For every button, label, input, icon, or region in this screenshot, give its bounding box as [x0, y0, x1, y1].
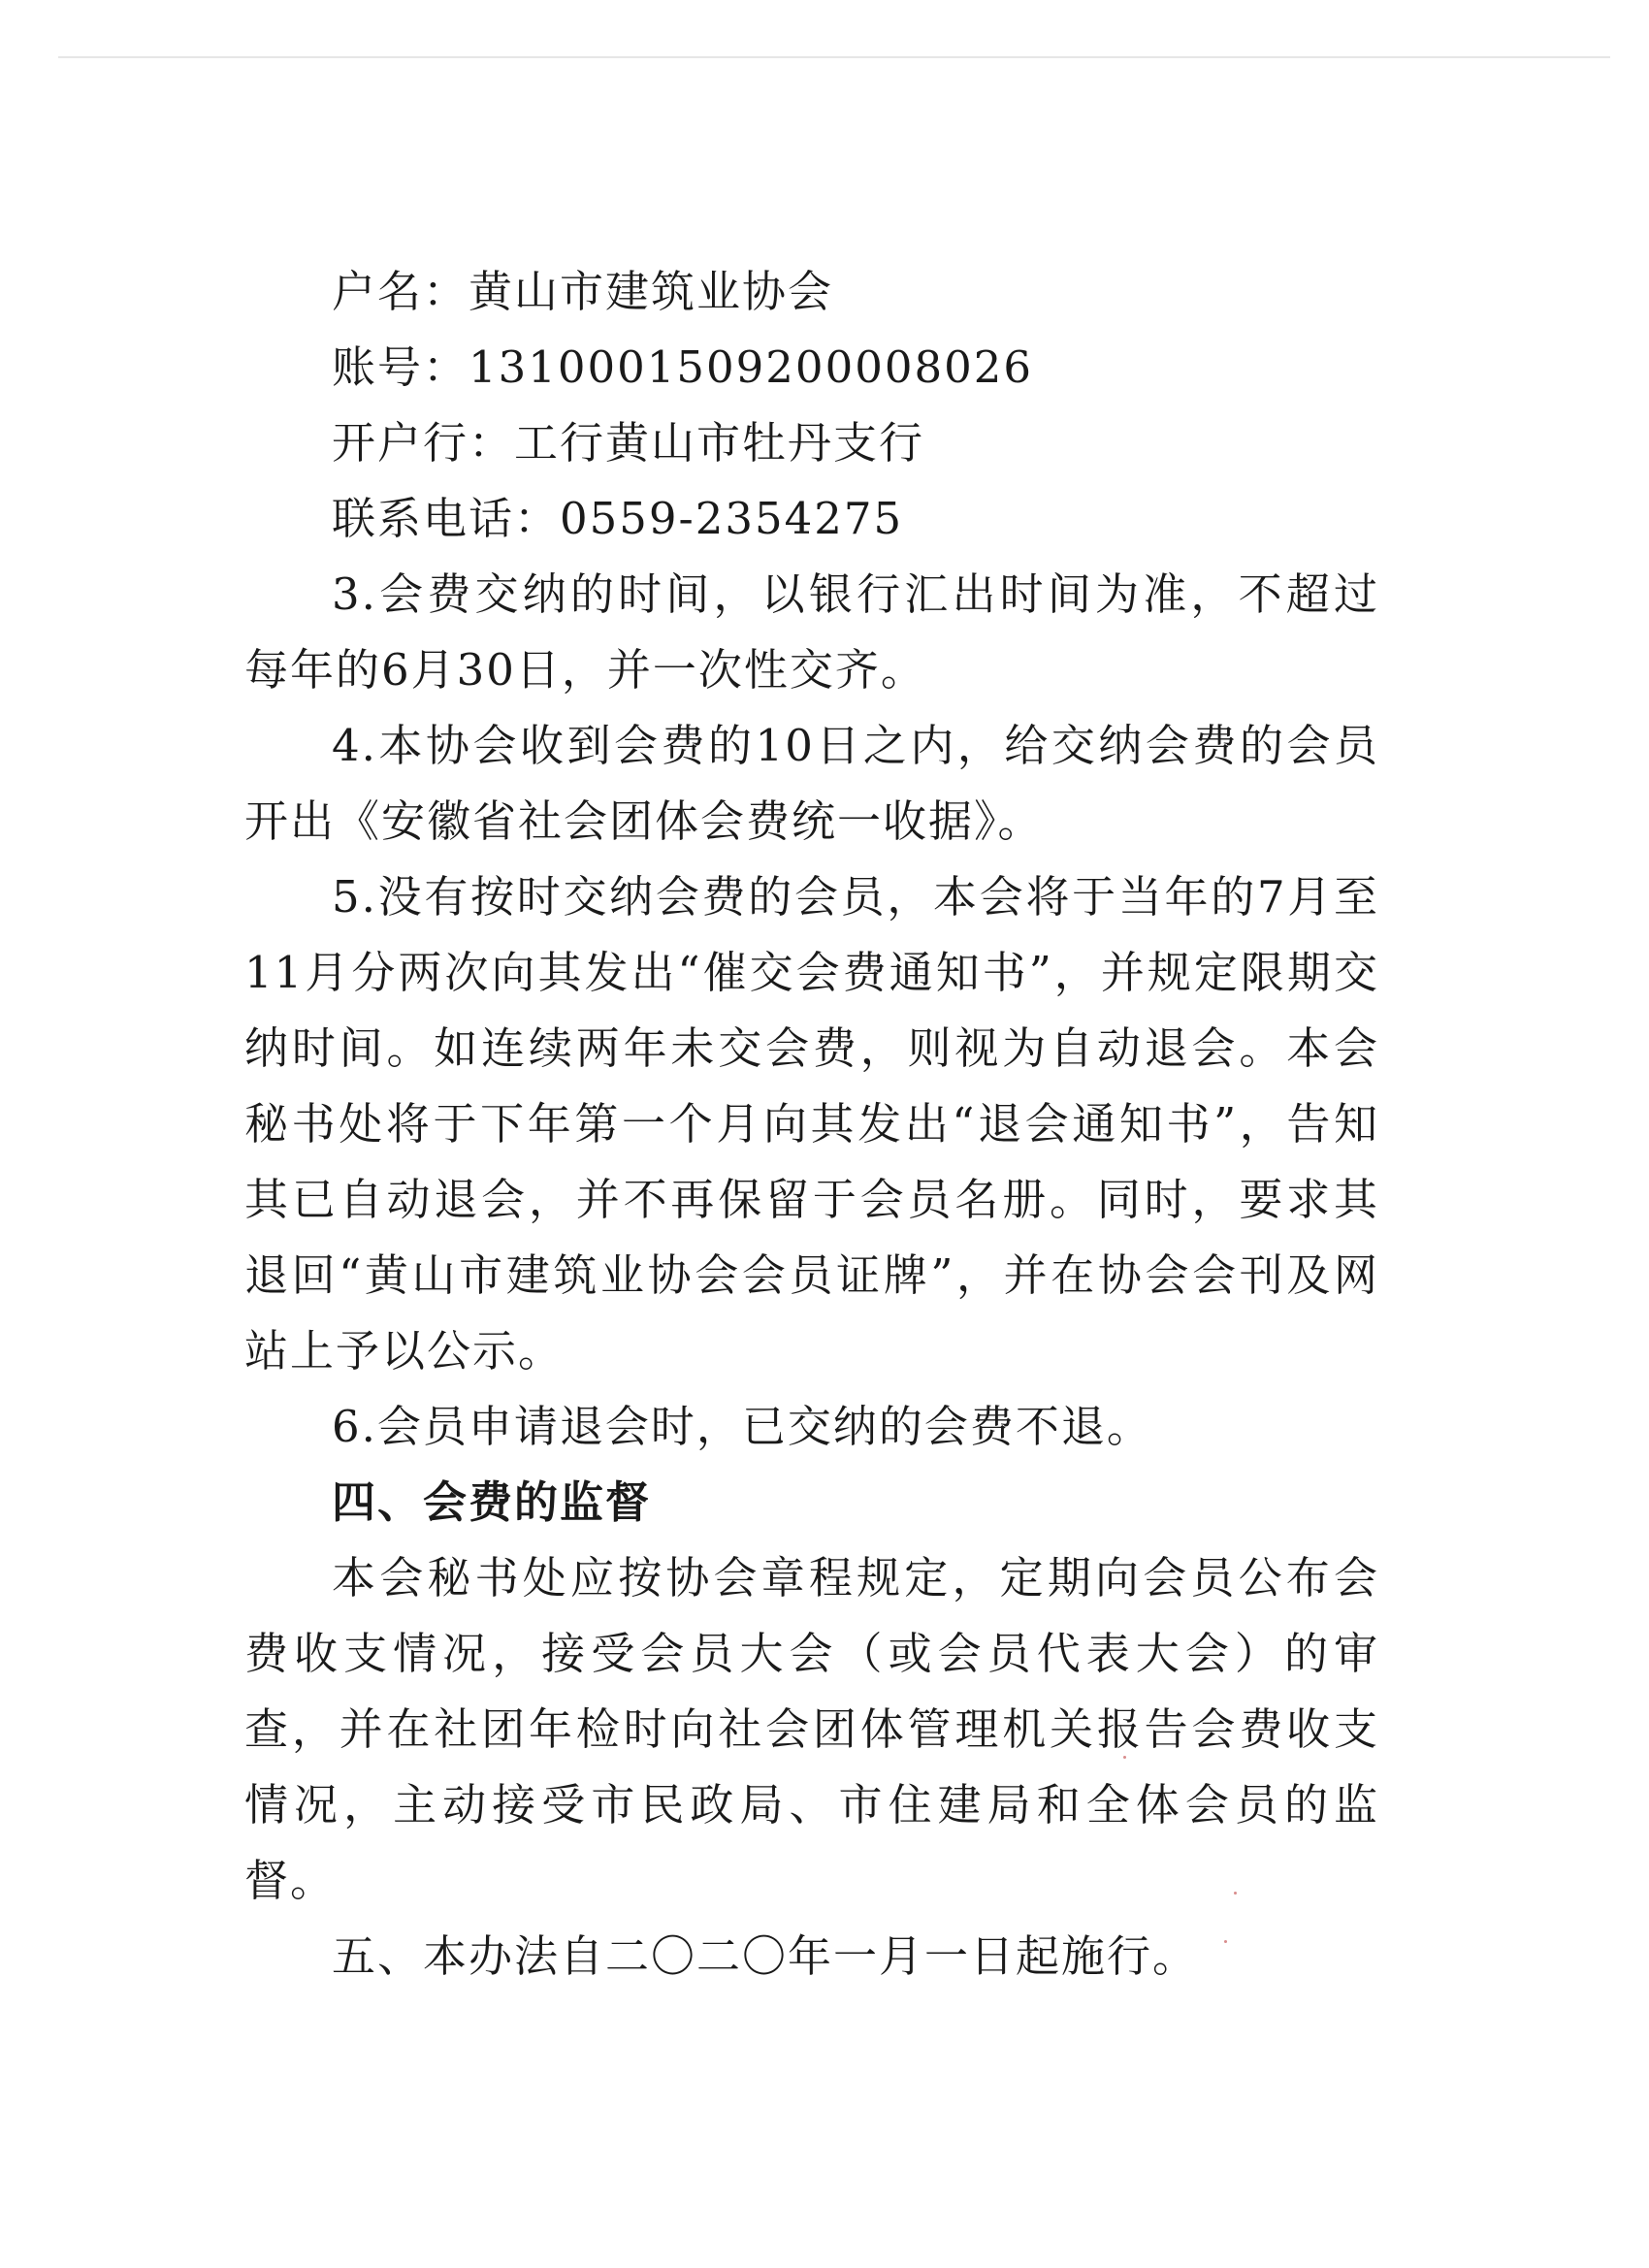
stamp-speck [1234, 1892, 1237, 1895]
phone-line: 联系电话：0559-2354275 [332, 493, 904, 544]
stamp-speck [1123, 1756, 1126, 1759]
stamp-speck [1224, 1940, 1227, 1943]
item-5-paragraph: 5.没有按时交纳会费的会员，本会将于当年的7月至11月分两次向其发出“催交会费通知书”，并规定限期交纳时间。如连续两年未交会费，则视为自动退会。本会秘书处将于下年第一个月向其发出“退会通知书”，告知其已自动退会，并不再保留于会员名册。同时，要求其退回“黄山市建筑业协会会员证牌”，并在协会会刊及网站上予以公示。 [244, 871, 1379, 1377]
item-3-paragraph: 3.会费交纳的时间，以银行汇出时间为准，不超过每年的6月30日，并一次性交齐。 [244, 568, 1379, 696]
document-body [244, 254, 1379, 1994]
section-4-paragraph: 本会秘书处应按协会章程规定，定期向会员公布会费收支情况，接受会员大会（或会员代表大会）的审查，并在社团年检时向社会团体管理机关报告会费收支情况，主动接受市民政局、市住建局和全体会员的监督。 [244, 1552, 1379, 1906]
account-number-line: 账号：1310001509200008026 [332, 341, 1033, 393]
bank-line: 开户行：工行黄山市牡丹支行 [332, 417, 925, 469]
account-name-line: 户名：黄山市建筑业协会 [332, 266, 834, 317]
item-4-paragraph: 4.本协会收到会费的10日之内，给交纳会费的会员开出《安徽省社会团体会费统一收据》。 [244, 720, 1379, 847]
item-6-paragraph: 6.会员申请退会时，已交纳的会费不退。 [332, 1401, 1152, 1452]
scan-edge-line [58, 56, 1610, 58]
section-4-heading: 四、会费的监督 [332, 1476, 652, 1528]
section-5-paragraph: 五、本办法自二〇二〇年一月一日起施行。 [332, 1930, 1199, 1982]
